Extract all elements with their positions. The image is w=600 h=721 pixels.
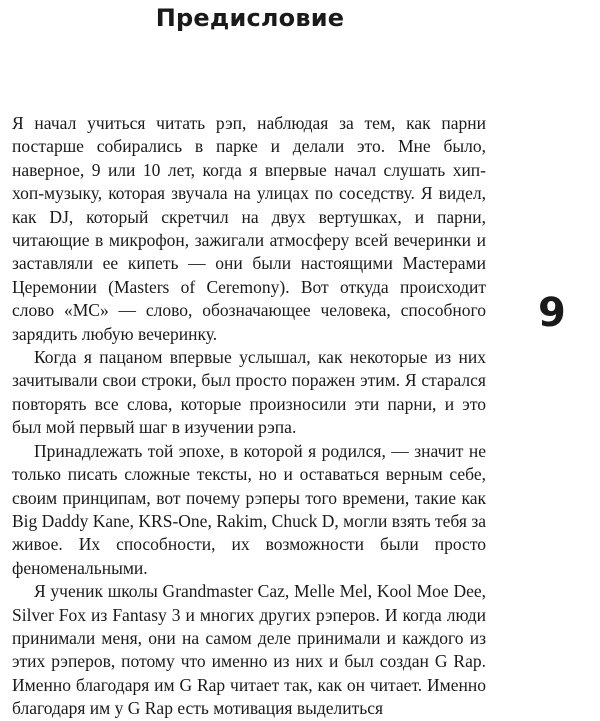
page-number: 9 bbox=[538, 290, 566, 336]
paragraph-4: Я ученик школы Grandmaster Caz, Melle Mel, Kool Moe Dee, Silver Fox из Fantasy 3 и многих других рэперов. И когда люди принимали меня, они на самом деле принимали и каждого из этих рэперов, потому что именно из них и был создан G Rap. Именно благодаря им G Rap читает так, как он читает. Именно благодаря им у G Rap есть мотивация выделиться bbox=[12, 581, 486, 719]
paragraph-3: Принадлежать той эпохе, в которой я родился, — значит не только писать сложные тексты, но и оставаться верным себе, своим принципам, вот почему рэперы того времени, такие как Big Daddy Kane, KRS-One, Rakim, Chuck D, могли взять тебя за живое. Их способности, их возможности были просто феноменальными. bbox=[12, 440, 486, 578]
body-text bbox=[12, 112, 486, 721]
paragraph-1: Я начал учиться читать рэп, наблюдая за тем, как парни постарше собирались в парке и делали это. Мне было, наверное, 9 или 10 лет, когда я впервые начал слушать хип-хоп-музыку, которая звучала на улицах по соседству. Я видел, как DJ, который скретчил на двух вертушках, и парни, читающие в микрофон, зажигали атмосферу всей вечеринки и заставляли ее кипеть — они были настоящими Мастерами Церемонии (Masters of Ceremony). Вот откуда происходит слово «MC» — слово, обозначающее человека, способного зарядить любую вечеринку. bbox=[12, 113, 486, 344]
chapter-heading: Предисловие bbox=[155, 4, 345, 32]
paragraph-2: Когда я пацаном впервые услышал, как некоторые из них зачитывали свои строки, был просто поражен этим. Я старался повторять все слова, которые произносили эти парни, и это был мой первый шаг в изучении рэпа. bbox=[12, 347, 486, 438]
